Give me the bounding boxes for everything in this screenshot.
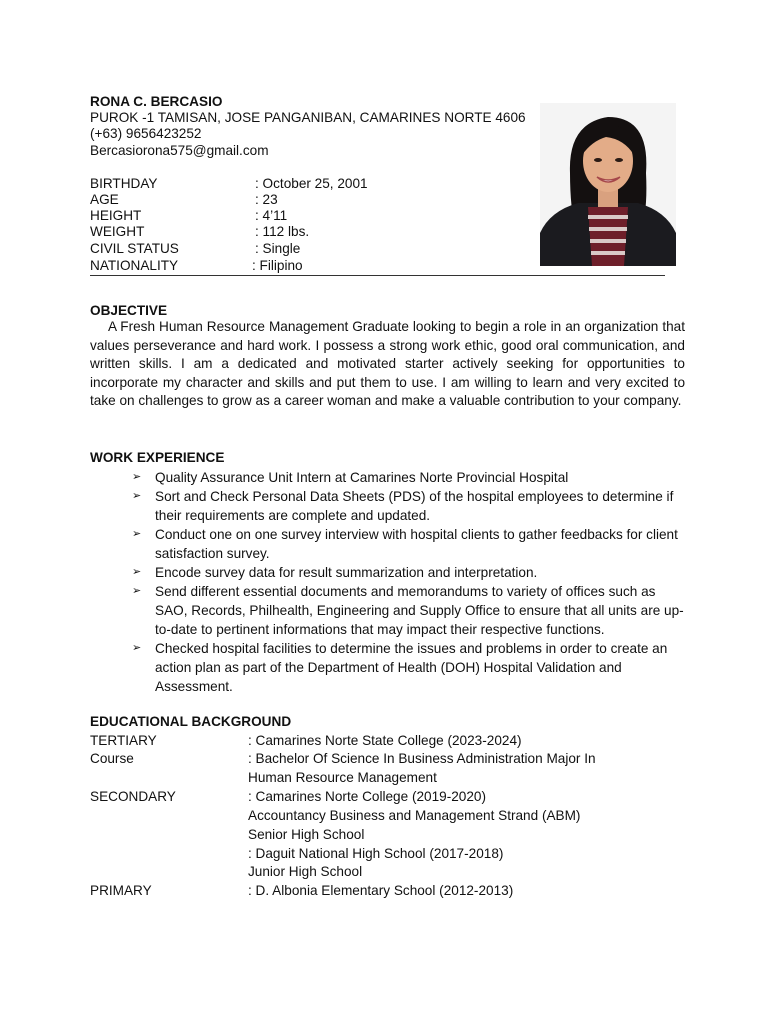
- list-item: [130, 582, 690, 639]
- junior-high-school: : Daguit National High School (2017-2018): [248, 846, 504, 861]
- list-item: [130, 468, 690, 487]
- arrow-bullet-icon: ➢: [132, 566, 142, 578]
- height-label: HEIGHT: [90, 208, 142, 223]
- profile-photo: [540, 103, 676, 266]
- primary-label: PRIMARY: [90, 883, 152, 898]
- applicant-name: RONA C. BERCASIO: [90, 94, 223, 109]
- work-item-text: Quality Assurance Unit Intern at Camarines Norte Provincial Hospital: [155, 470, 569, 485]
- course-value-cont: Human Resource Management: [248, 770, 437, 785]
- secondary-school: : Camarines Norte College (2019-2020): [248, 789, 487, 804]
- primary-value: : D. Albonia Elementary School (2012-2013): [248, 883, 514, 898]
- junior-high-level: Junior High School: [248, 864, 363, 879]
- email-address: Bercasiorona575@gmail.com: [90, 143, 269, 158]
- age-value: : 23: [255, 192, 278, 207]
- objective-heading: OBJECTIVE: [90, 303, 168, 318]
- weight-label: WEIGHT: [90, 224, 145, 239]
- phone-number: (+63) 9656423252: [90, 126, 202, 141]
- work-item-text: Send different essential documents and memorandums to variety of offices such as SAO, Records, Philhealth, Engineering and Supply Office to ensure that all units are up-to-date to pertinent informations that may impact their respective functions.: [155, 584, 684, 637]
- secondary-level: Senior High School: [248, 827, 365, 842]
- arrow-bullet-icon: ➢: [132, 642, 142, 654]
- address: PUROK -1 TAMISAN, JOSE PANGANIBAN, CAMARINES NORTE 4606: [90, 110, 526, 125]
- nationality-label: NATIONALITY: [90, 258, 179, 273]
- work-item-text: Checked hospital facilities to determine the issues and problems in order to create an action plan as part of the Department of Health (DOH) Hospital Validation and Assessment.: [155, 641, 668, 694]
- education-heading: EDUCATIONAL BACKGROUND: [90, 714, 292, 729]
- nationality-value: : Filipino: [252, 258, 303, 273]
- birthday-label: BIRTHDAY: [90, 176, 158, 191]
- height-value: : 4’11: [255, 208, 288, 223]
- civil-status-label: CIVIL STATUS: [90, 241, 179, 256]
- list-item: [130, 487, 690, 525]
- tertiary-value: : Camarines Norte State College (2023-2024): [248, 733, 522, 748]
- secondary-label: SECONDARY: [90, 789, 176, 804]
- course-label: Course: [90, 751, 134, 766]
- arrow-bullet-icon: ➢: [132, 490, 142, 502]
- tertiary-label: TERTIARY: [90, 733, 157, 748]
- work-experience-heading: WORK EXPERIENCE: [90, 450, 225, 465]
- objective-text: A Fresh Human Resource Management Graduate looking to begin a role in an organization that values perseverance and hard work. I possess a strong work ethic, good oral communication, and written skills. I am a dedicated and motivated starter actively seeking for opportunities to incorporate my character and skills and put them to use. I am willing to learn and very excited to take on challenges to grow as a career woman and make a valuable contribution to your company.: [90, 319, 685, 409]
- list-item: [130, 563, 690, 582]
- work-item-text: Encode survey data for result summarization and interpretation.: [155, 565, 538, 580]
- course-value: : Bachelor Of Science In Business Administration Major In: [248, 751, 596, 766]
- arrow-bullet-icon: ➢: [132, 471, 142, 483]
- list-item: [130, 525, 690, 563]
- weight-value: : 112 lbs.: [255, 224, 310, 239]
- work-experience-list: [130, 468, 690, 696]
- list-item: [130, 639, 690, 696]
- arrow-bullet-icon: ➢: [132, 528, 142, 540]
- arrow-bullet-icon: ➢: [132, 585, 142, 597]
- civil-status-value: : Single: [255, 241, 301, 256]
- age-label: AGE: [90, 192, 119, 207]
- work-item-text: Conduct one on one survey interview with hospital clients to gather feedbacks for client satisfaction survey.: [155, 527, 678, 561]
- birthday-value: : October 25, 2001: [255, 176, 368, 191]
- section-divider: [90, 275, 665, 276]
- secondary-strand: Accountancy Business and Management Strand (ABM): [248, 808, 581, 823]
- work-item-text: Sort and Check Personal Data Sheets (PDS) of the hospital employees to determine if their requirements are complete and updated.: [155, 489, 674, 523]
